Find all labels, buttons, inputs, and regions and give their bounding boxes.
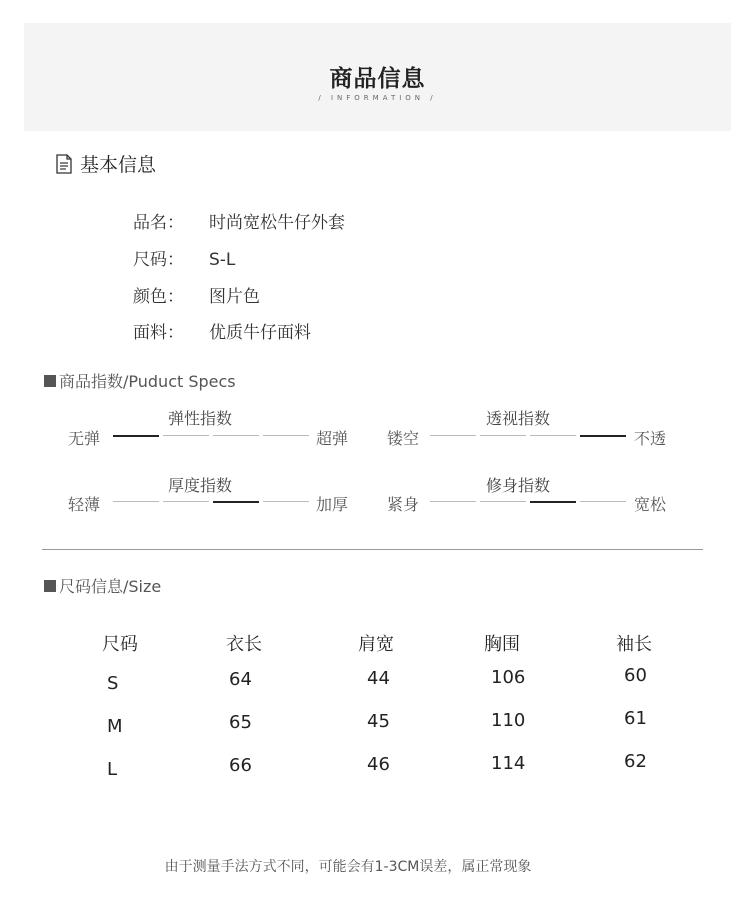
index-segment (163, 435, 209, 436)
size-column-header: 肩宽 (358, 634, 394, 655)
specs-heading-text: 商品指数/Puduct Specs (59, 372, 236, 391)
info-row-name (133, 208, 345, 233)
specs-heading (44, 369, 236, 392)
square-bullet-icon (44, 580, 56, 592)
info-row-color (133, 282, 260, 307)
size-column-header: 胸围 (484, 634, 520, 655)
index-segment (430, 501, 476, 502)
index-right-label: 宽松 (634, 495, 667, 514)
info-label: 颜色： (133, 287, 184, 307)
size-cell: 106 (491, 667, 526, 688)
size-cell: S (107, 673, 119, 694)
index-right-label: 加厚 (316, 495, 349, 514)
size-cell: 44 (367, 668, 390, 689)
index-segment (480, 435, 526, 436)
index-segment (430, 435, 476, 436)
document-icon (56, 154, 72, 174)
index-segment (113, 501, 159, 502)
size-cell: 114 (491, 753, 526, 774)
size-cell: 61 (624, 708, 647, 729)
info-row-fabric (133, 318, 311, 343)
index-title-transparency: 透视指数 (486, 409, 551, 428)
index-title-elasticity: 弹性指数 (168, 409, 233, 428)
page-title: 商品信息 (329, 66, 426, 92)
info-value: S-L (209, 250, 236, 270)
info-label: 尺码： (133, 250, 184, 270)
page-subtitle: / INFORMATION / (318, 94, 437, 102)
size-column-header: 尺码 (102, 634, 138, 655)
size-cell: 66 (229, 755, 252, 776)
index-segment (213, 435, 259, 436)
index-segment (263, 435, 309, 436)
index-segment (580, 501, 626, 502)
index-segment (480, 501, 526, 502)
index-title-fit: 修身指数 (486, 476, 551, 495)
size-cell: 45 (367, 711, 390, 732)
size-cell: 65 (229, 712, 252, 733)
index-segment-selected (530, 501, 576, 503)
size-cell: 60 (624, 665, 647, 686)
index-left-label: 紧身 (387, 495, 420, 514)
section-divider (42, 549, 703, 550)
info-label: 品名： (133, 213, 184, 233)
index-title-thickness: 厚度指数 (168, 476, 233, 495)
info-value: 图片色 (209, 287, 260, 307)
index-segment-selected (213, 501, 259, 503)
index-left-label: 轻薄 (68, 495, 101, 514)
index-segment-selected (580, 435, 626, 437)
size-cell: 64 (229, 669, 252, 690)
info-value: 优质牛仔面料 (209, 323, 311, 343)
size-heading (44, 574, 161, 597)
basic-info-heading-text: 基本信息 (80, 154, 157, 176)
index-segment (263, 501, 309, 502)
size-cell: 110 (491, 710, 526, 731)
size-column-header: 衣长 (226, 634, 262, 655)
index-segment (530, 435, 576, 436)
size-cell: M (107, 716, 123, 737)
info-row-size (133, 245, 235, 270)
size-cell: L (107, 759, 118, 780)
info-value: 时尚宽松牛仔外套 (209, 213, 345, 233)
index-right-label: 超弹 (316, 429, 349, 448)
index-segment (163, 501, 209, 502)
info-label: 面料： (133, 323, 184, 343)
size-cell: 46 (367, 754, 390, 775)
size-heading-text: 尺码信息/Size (59, 577, 162, 596)
index-left-label: 无弹 (68, 429, 101, 448)
square-bullet-icon (44, 375, 56, 387)
size-cell: 62 (624, 751, 647, 772)
index-left-label: 镂空 (387, 429, 420, 448)
basic-info-heading (56, 150, 156, 177)
index-right-label: 不透 (634, 429, 667, 448)
measurement-note: 由于测量手法方式不同，可能会有1-3CM误差，属正常现象 (164, 859, 532, 875)
index-segment-selected (113, 435, 159, 437)
header-band (24, 23, 731, 131)
size-column-header: 袖长 (616, 634, 652, 655)
